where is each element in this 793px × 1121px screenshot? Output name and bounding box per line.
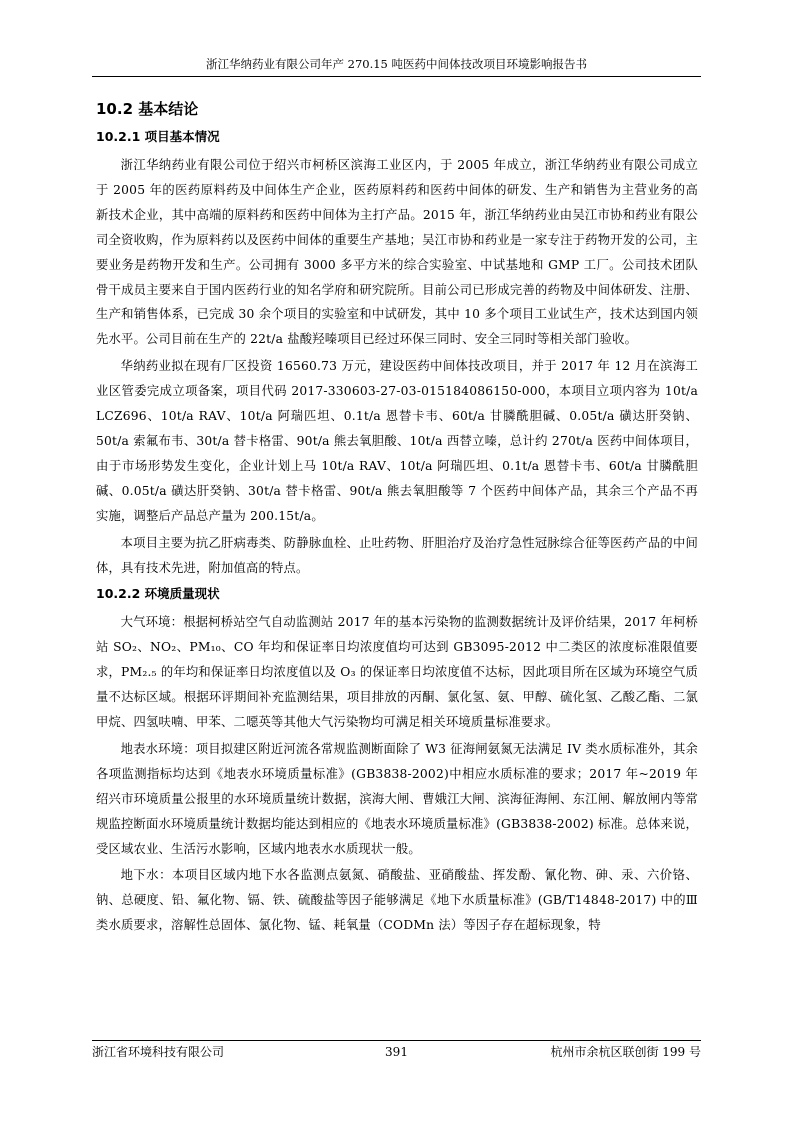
paragraph: 本项目主要为抗乙肝病毒类、防静脉血栓、止吐药物、肝胆治疗及治疗急性冠脉综合征等医药产品的中间体，具有技术先进，附加值高的特点。 <box>96 535 698 575</box>
page-number: 391 <box>385 1045 408 1059</box>
paragraph: 地下水：本项目区域内地下水各监测点氨氮、硝酸盐、亚硝酸盐、挥发酚、氰化物、砷、汞、六价铬、钠、总硬度、铅、氟化物、镉、铁、硫酸盐等因子能够满足《地下水质量标准》(GB/T14848-2017) 中的Ⅲ类水质要求，溶解性总固体、氯化物、锰、耗氧量（CODMn 法）等因子存在超标现象，特 <box>96 868 698 933</box>
running-header: 浙江华纳药业有限公司年产 270.15 吨医药中间体技改项目环境影响报告书 <box>205 57 588 71</box>
subsection-heading: 10.2.2 环境质量现状 <box>96 586 220 602</box>
paragraph: 地表水环境：项目拟建区附近河流各常规监测断面除了 W3 征海闸氨氮无法满足 IV 类水质标准外，其余各项监测指标均达到《地表水环境质量标准》(GB3838-2002)中相应水质标准的要求；2017 年~2019 年绍兴市环境质量公报里的水环境质量统计数据，滨海大闸、曹娥江大闸、滨海征海闸、东江闸、解放闸内等常规监控断面水环境质量统计数据均能达到相应的《地表水环境质量标准》(GB3838-2002) 标准。总体来说，受区域农业、生活污水影响，区域内地表水水质现状一般。 <box>96 741 698 856</box>
footer-company: 浙江省环境科技有限公司 <box>92 1045 225 1059</box>
footer-address: 杭州市余杭区联创街 199 号 <box>550 1045 701 1059</box>
subsection-heading: 10.2.1 项目基本情况 <box>96 129 220 144</box>
paragraph: 大气环境：根据柯桥站空气自动监测站 2017 年的基本污染物的监测数据统计及评价结果，2017 年柯桥站 SO₂、NO₂、PM₁₀、CO 年均和保证率日均浓度值均可达到 GB3095-2012 中二类区的浓度标准限值要求，PM₂.₅ 的年均和保证率日均浓度值以及 O₃ 的保证率日均浓度值不达标，因此项目所在区域为环境空气质量不达标区域。根据环评期间补充监测结果，项目排放的丙酮、氯化氢、氨、甲醇、硫化氢、乙酸乙酯、二氯甲烷、四氢呋喃、甲苯、二噁英等其他大气污染物均可满足相关环境质量标准要求。 <box>96 615 698 730</box>
paragraph: 华纳药业拟在现有厂区投资 16560.73 万元，建设医药中间体技改项目，并于 2017 年 12 月在滨海工业区管委完成立项备案，项目代码 2017-330603-27-03-015184086150-000，本项目立项内容为 10t/a LCZ696、10t/a RAV、10t/a 阿瑞匹坦、0.1t/a 恩替卡韦、60t/a 甘膦酰胆碱、0.05t/a 磺达肝癸钠、50t/a 索氟布韦、30t/a 替卡格雷、90t/a 熊去氧胆酸、10t/a 西替立嗪，总计约 270t/a 医药中间体项目，由于市场形势发生变化，企业计划上马 10t/a RAV、10t/a 阿瑞匹坦、0.1t/a 恩替卡韦、60t/a 甘膦酰胆碱、0.05t/a 磺达肝癸钠、30t/a 替卡格雷、90t/a 熊去氧胆酸等 7 个医药中间体产品，其余三个产品不再实施，调整后产品总产量为 200.15t/a。 <box>96 359 698 523</box>
footer-divider <box>92 1040 701 1041</box>
paragraph: 浙江华纳药业有限公司位于绍兴市柯桥区滨海工业区内，于 2005 年成立，浙江华纳药业有限公司成立于 2005 年的医药原料药及中间体生产企业，医药原料药和医药中间体的研发、生产和销售为主营业务的高新技术企业，其中高端的原料药和医药中间体为主打产品。2015 年，浙江华纳药业由吴江市协和药业有限公司全资收购，作为原料药以及医药中间体的重要生产基地；吴江市协和药业是一家专注于药物开发的公司，主要业务是药物开发和生产。公司拥有 3000 多平方米的综合实验室、中试基地和 GMP 工厂。公司技术团队骨干成员主要来自于国内医药行业的知名学府和研究院所。目前公司已形成完善的药物及中间体研发、注册、生产和销售体系，已完成 30 余个项目的实验室和中试研发，其中 10 多个项目工业试生产，技术达到国内领先水平。公司目前在生产的 22t/a 盐酸羟嗪项目已经过环保三同时、安全三同时等相关部门验收。 <box>96 158 698 347</box>
running-footer <box>92 1044 701 1062</box>
page-body <box>96 98 698 940</box>
section-heading: 10.2 基本结论 <box>96 100 199 118</box>
header-divider <box>92 76 701 77</box>
